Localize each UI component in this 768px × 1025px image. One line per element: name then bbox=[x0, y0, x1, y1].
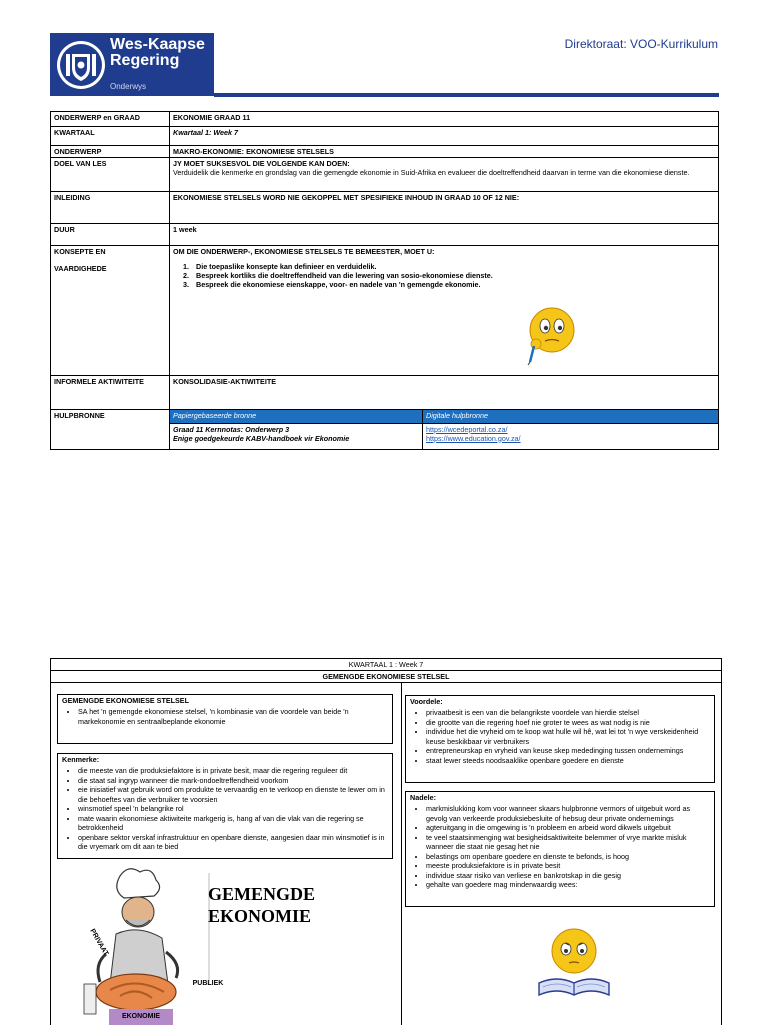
table-row bbox=[51, 246, 719, 376]
intro-list bbox=[62, 707, 388, 726]
nadele-box bbox=[405, 791, 715, 907]
paper-resource-2: Enige goedgekeurde KABV-handboek vir Ekonomie bbox=[173, 433, 350, 443]
row-value: Kwartaal 1: Week 7 bbox=[170, 127, 719, 146]
table-row bbox=[51, 376, 719, 410]
table-row bbox=[51, 224, 719, 246]
list-item: • individue staar risiko van verliese en bankrotskap in die gesig bbox=[426, 871, 710, 881]
table-row bbox=[51, 158, 719, 192]
table-row bbox=[51, 192, 719, 224]
row-value: MAKRO-EKONOMIE: EKONOMIESE STELSELS bbox=[170, 146, 719, 158]
column-divider bbox=[401, 683, 402, 1025]
row-value: 1 week bbox=[170, 224, 719, 246]
row-label bbox=[51, 246, 170, 376]
header-rule bbox=[214, 93, 719, 97]
nadele-title: Nadele: bbox=[410, 793, 436, 802]
lesson-plan-table bbox=[50, 111, 719, 450]
row-label: ONDERWERP bbox=[51, 146, 170, 158]
table-row bbox=[51, 127, 719, 146]
illustration-title-line-1: GEMENGDE bbox=[208, 884, 316, 904]
list-item: • mate waarin ekonomiese aktiwiteite markgerig is, hang af van die vlak van die regering se betrokkenheid bbox=[78, 814, 388, 833]
row-value: KONSOLIDASIE-AKTIWITEITE bbox=[170, 376, 719, 410]
table-row bbox=[51, 112, 719, 127]
row-label: INFORMELE AKTIWITEITE bbox=[51, 376, 170, 410]
digital-resource-link-1[interactable]: https://wcedeportal.co.za/ bbox=[426, 424, 508, 434]
row-label-line-2: VAARDIGHEDE bbox=[54, 264, 107, 273]
list-item: • markmislukking kom voor wanneer skaars hulpbronne vermors of uitgebuit word as gevolg van verkeerde produksiebesluite of hebsug deur private ondernemings bbox=[426, 804, 710, 823]
list-item: • privaatbesit is een van die belangrikste voordele van hierdie stelsel bbox=[426, 708, 710, 718]
illustration-title-line-2: EKONOMIE bbox=[208, 906, 312, 926]
thinking-emoji-icon bbox=[522, 304, 578, 366]
paper-resources bbox=[170, 423, 423, 449]
row-label: KWARTAAL bbox=[51, 127, 170, 146]
row-value bbox=[170, 246, 719, 376]
list-item: • gehalte van goedere mag minderwaardig wees: bbox=[426, 880, 710, 890]
list-item: 2. Bespreek kortliks die doeltreffendheid van die lewering van sosio-ekonomiese dienste. bbox=[191, 271, 715, 280]
list-item: • staat lewer steeds noodsaaklike openbare goedere en dienste bbox=[426, 756, 710, 766]
digital-resources bbox=[423, 423, 719, 449]
digital-resource-link-2[interactable]: https://www.education.gov.za/ bbox=[426, 433, 521, 443]
list-item: • eie inisiatief wat gebruik word om produkte te vervaardig en te verkoop en dienste te lewer om in die behoeftes van die verbruiker te voorsien bbox=[78, 785, 388, 804]
reading-emoji-icon bbox=[529, 921, 619, 1011]
illustration-title bbox=[208, 883, 338, 927]
kenmerke-title: Kenmerke: bbox=[62, 755, 100, 764]
list-item: • die grootte van die regering hoef nie groter te wees as wat nodig is nie bbox=[426, 718, 710, 728]
row-label: DUUR bbox=[51, 224, 170, 246]
resources-table bbox=[170, 410, 718, 449]
list-item: • te veel staatsinmenging wat besigheidsaktiwiteite belemmer of vrye markte misluk wanneer die staat nie gesag het nie bbox=[426, 833, 710, 852]
wcg-logo bbox=[50, 33, 214, 96]
paper-resource-1: Graad 11 Kernnotas: Onderwerp 3 bbox=[173, 424, 290, 434]
goal-heading: JY MOET SUKSESVOL DIE VOLGENDE KAN DOEN: bbox=[173, 159, 350, 168]
section-week-title: KWARTAAL 1 : Week 7 bbox=[51, 659, 721, 671]
list-item: • winsmotief speel 'n belangrike rol bbox=[78, 804, 388, 814]
goal-text: Verduidelik die kenmerke en grondslag van die gemengde ekonomie in Suid-Afrika en evalueer die doeltreffendheid daarvan in terme van die ekonomiese dienste. bbox=[173, 168, 690, 177]
row-label: HULPBRONNE bbox=[51, 410, 170, 450]
intro-box bbox=[57, 694, 393, 744]
row-value: EKONOMIE GRAAD 11 bbox=[170, 112, 719, 127]
digital-resources-header: Digitale hulpbronne bbox=[423, 410, 719, 423]
nadele-list bbox=[410, 804, 710, 890]
section-topic-title: GEMENGDE EKONOMIESE STELSEL bbox=[51, 671, 721, 683]
content-section bbox=[50, 658, 722, 1025]
list-item: • openbare sektor verskaf infrastruktuur en openbare dienste, aangesien daar min winsmotief is in die vryemark om dit aan te bied bbox=[78, 833, 388, 852]
logo-line-2: Regering bbox=[110, 52, 180, 69]
table-row bbox=[51, 146, 719, 158]
intro-title: GEMENGDE EKONOMIESE STELSEL bbox=[62, 696, 189, 705]
voordele-list bbox=[410, 708, 710, 765]
voordele-box bbox=[405, 695, 715, 783]
row-label: INLEIDING bbox=[51, 192, 170, 224]
list-item: • belastings om openbare goedere en dienste te befonds, is hoog bbox=[426, 852, 710, 862]
list-item: • die staat sal ingryp wanneer die mark-ondoeltreffendheid voorkom bbox=[78, 776, 388, 786]
row-value bbox=[170, 158, 719, 192]
logo-line-3: Onderwys bbox=[110, 82, 147, 91]
list-item: 1. Die toepaslike konsepte kan definieer en verduidelik. bbox=[191, 262, 715, 271]
privaat-label: PRIVAAT bbox=[88, 927, 110, 958]
resources-row bbox=[170, 423, 718, 449]
kenmerke-box bbox=[57, 753, 393, 859]
list-item: • die meeste van die produksiefaktore is in private besit, maar die regering reguleer dit bbox=[78, 766, 388, 776]
row-label-line-1: KONSEPTE EN bbox=[54, 247, 106, 256]
ekonomie-label: EKONOMIE bbox=[109, 1009, 173, 1025]
list-item: • individue het die vryheid om te koop wat hulle wil hê, wat lei tot 'n wye verskeidenheid keuse beskikbaar vir verbruikers bbox=[426, 727, 710, 746]
list-item: • entrepreneurskap en vryheid van keuse skep mededinging tussen ondernemings bbox=[426, 746, 710, 756]
list-item: • meeste produksiefaktore is in private besit bbox=[426, 861, 710, 871]
list-item: • agteruitgang in die omgewing is 'n probleem en arbeid word dikwels uitgebuit bbox=[426, 823, 710, 833]
list-item: • SA het 'n gemengde ekonomiese stelsel, 'n kombinasie van die voordele van beide 'n markekonomie en sentraalbeplande ekonomie bbox=[78, 707, 388, 726]
kenmerke-list bbox=[62, 766, 388, 852]
row-label: DOEL VAN LES bbox=[51, 158, 170, 192]
paper-resources-header: Papiergebaseerde bronne bbox=[170, 410, 423, 423]
logo-line-1: Wes-Kaapse bbox=[110, 36, 205, 53]
publiek-label: PUBLIEK bbox=[192, 980, 224, 987]
skills-heading: OM DIE ONDERWERP-, EKONOMIESE STELSELS TE BEMEESTER, MOET U: bbox=[173, 247, 435, 256]
list-item: 3. Bespreek die ekonomiese eienskappe, voor- en nadele van 'n gemengde ekonomie. bbox=[191, 280, 715, 289]
table-row bbox=[51, 410, 719, 450]
row-label: ONDERWERP en GRAAD bbox=[51, 112, 170, 127]
resources-header-row bbox=[170, 410, 718, 423]
skills-list bbox=[173, 262, 715, 289]
directorate-label: Direktoraat: VOO-Kurrikulum bbox=[564, 37, 718, 51]
voordele-title: Voordele: bbox=[410, 697, 443, 706]
crest-icon bbox=[55, 39, 107, 91]
row-value: EKONOMIESE STELSELS WORD NIE GEKOPPEL MET SPESIFIEKE INHOUD IN GRAAD 10 OF 12 NIE: bbox=[170, 192, 719, 224]
resources-cell bbox=[170, 410, 719, 450]
